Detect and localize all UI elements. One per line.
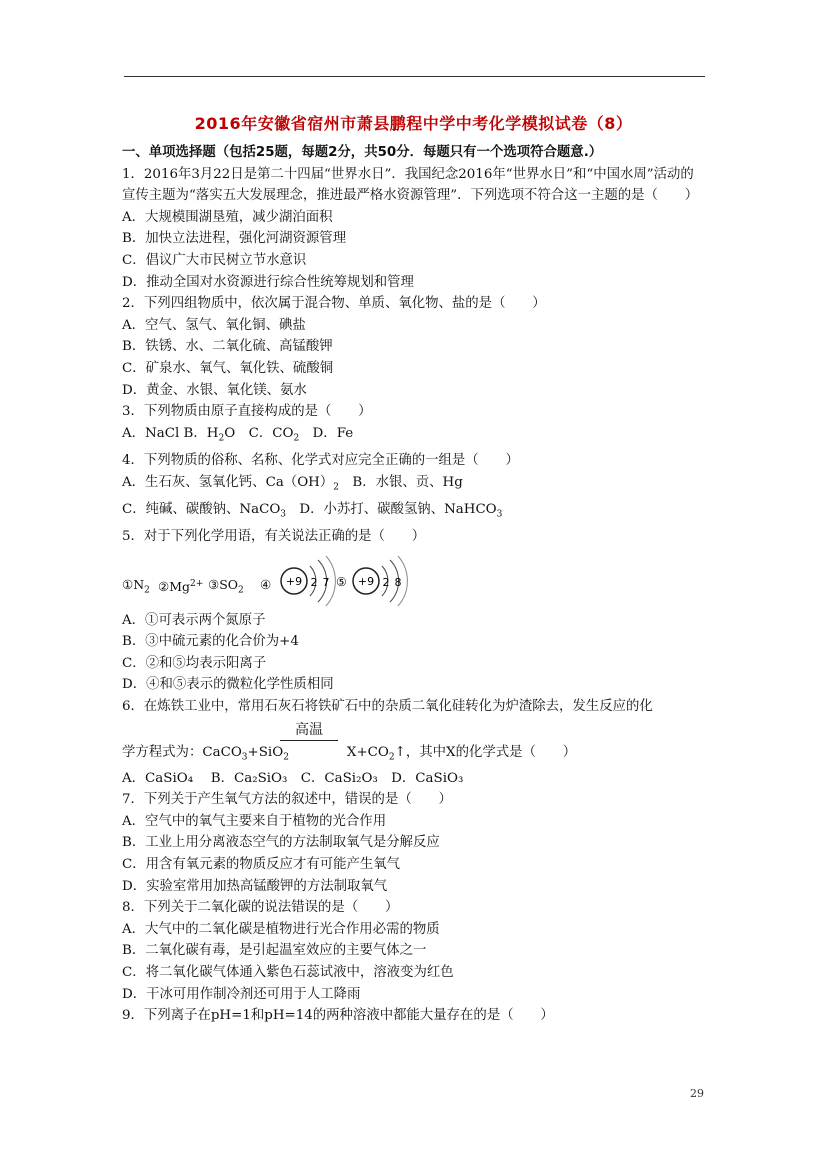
q1-option-d: D．推动全国对水资源进行综合性统筹规划和管理 [122,274,414,290]
q6-stem: 6．在炼铁工业中，常用石灰石将铁矿石中的杂质二氧化硅转化为炉渣除去，发生反应的化 [122,699,653,715]
atom5-shell-1: 2 [382,575,390,589]
atom5-nucleus: +9 [357,574,375,588]
q7-option-d: D．实验室常用加热高锰酸钾的方法制取氧气 [122,878,388,894]
q2-option-a: A．空气、氢气、氧化铜、碘盐 [122,317,306,333]
atom4-shell-1: 2 [310,575,318,589]
atom-diagram-5 [353,556,407,606]
atom4-nucleus: +9 [285,574,303,588]
q2-option-c: C．矿泉水、氧气、氧化铁、硫酸铜 [122,360,334,376]
atom-diagram-4 [281,556,335,606]
q5-stem: 5．对于下列化学用语，有关说法正确的是（ ） [122,529,426,545]
q2-option-b: B．铁锈、水、二氧化硫、高锰酸钾 [122,339,333,355]
q5-option-b: B．③中硫元素的化合价为+4 [122,634,299,650]
exam-content [122,142,707,1027]
q5-option-a: A．①可表示两个氮原子 [122,612,266,628]
q5-option-d: D．④和⑤表示的微粒化学性质相同 [122,677,334,693]
q1-option-c: C．倡议广大市民树立节水意识 [122,252,307,268]
q7-option-c: C．用含有氧元素的物质反应才有可能产生氧气 [122,857,401,873]
q4-options-ab: A．生石灰、氢氧化钙、$Ca(OH)_2$ B．水银、贡、Hg [122,474,463,493]
q6-equation: 高温 学方程式为：CaCO$_3$+SiO$_2$ $X+CO_2↑$，其中X的化学式是（ ） [122,722,707,768]
q6-options: A．CaSiO₄ B．Ca₂SiO₃ C．CaSi₂O₃ D．CaSiO₃ [122,770,464,786]
q7-option-a: A．空气中的氧气主要来自于植物的光合作用 [122,813,387,829]
q4-stem: 4．下列物质的俗称、名称、化学式对应完全正确的一组是（ ） [122,452,519,468]
section-header: 一、单项选择题（包括25题，每题2分，共50分．每题只有一个选项符合题意.） [122,145,603,160]
q8-stem: 8．下列关于二氧化碳的说法错误的是（ ） [122,900,399,916]
atom5-shell-2: 8 [394,575,402,589]
header-rule [124,76,705,77]
symbol-n2: $①N_2$ [122,576,150,596]
q2-option-d: D．黄金、水银、氧化镁、氨水 [122,382,307,398]
q7-stem: 7．下列关于产生氧气方法的叙述中，错误的是（ ） [122,792,452,808]
q3-stem: 3．下列物质由原子直接构成的是（ ） [122,404,372,420]
reaction-condition: 高温 [295,721,323,738]
q7-option-b: B．工业上用分离液态空气的方法制取氧气是分解反应 [122,835,440,851]
atom4-shell-2: 7 [322,575,330,589]
q8-option-a: A．大气中的二氧化碳是植物进行光合作用必需的物质 [122,921,440,937]
q8-option-b: B．二氧化碳有毒，是引起温室效应的主要气体之一 [122,943,427,959]
q3-options: A．NaCl B．$H_2O$ C．$CO_2$ D．Fe [122,425,354,444]
q9-stem: 9．下列离子在pH=1和pH=14的两种溶液中都能大量存在的是（ ） [122,1008,554,1024]
q1-option-b: B．加快立法进程，强化河湖资源管理 [122,231,347,247]
q2-stem: 2．下列四组物质中，依次属于混合物、单质、氧化物、盐的是（ ） [122,296,546,312]
label-5: ⑤ [336,574,347,589]
atom-structure-diagrams [274,554,414,608]
q1-option-a: A．大规模围湖垦殖，减少湖泊面积 [122,209,333,225]
q5-option-c: C．②和⑤均表示阳离子 [122,655,267,671]
label-4: ④ [260,576,272,592]
q8-option-d: D．干冰可用作制冷剂还可用于人工降雨 [122,986,361,1002]
symbol-so2: $③SO_2$ [208,576,244,596]
q8-option-c: C．将二氧化碳气体通入紫色石蕊试液中，溶液变为红色 [122,965,454,981]
page-number: 29 [690,1087,704,1100]
symbol-mg: $②Mg^{2+}$ [158,578,204,594]
q1-stem: 1．2016年3月22日是第二十四届“世界水日”．我国纪念2016年“世界水日”和“中国水周”活动的宣传主题为“落实五大发展理念，推进最严格水资源管理”．下列选项不符合这一主题的是（ ） [122,166,699,204]
q4-options-cd: C．纯碱、碳酸钠、NaCO$_3$ D．小苏打、碳酸氢钠、NaHCO$_3$ [122,501,503,520]
page-title: 2016年安徽省宿州市萧县鹏程中学中考化学模拟试卷（8） [194,114,633,133]
q5-symbols-diagram [122,556,707,606]
